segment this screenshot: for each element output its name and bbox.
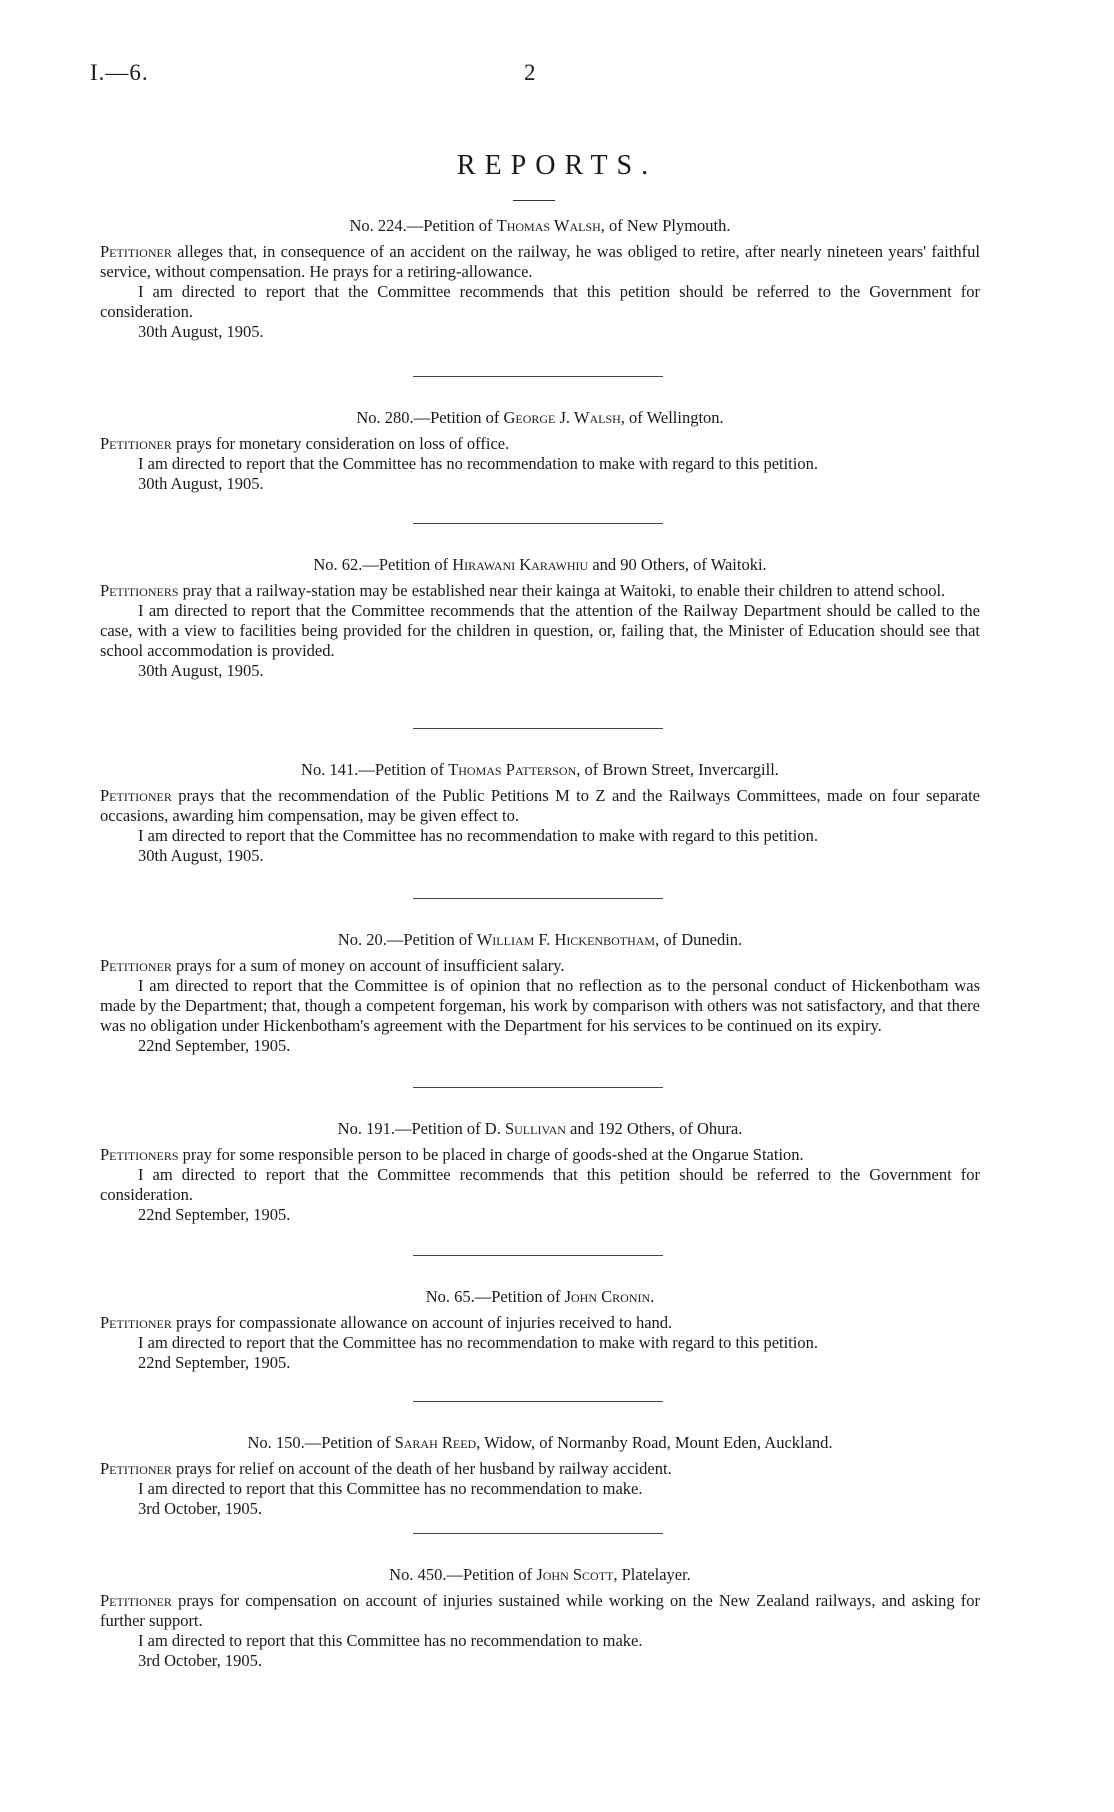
- petition-number: No. 20.: [337, 930, 387, 949]
- petition-prayer: prays that the recommendation of the Public Petitions M to Z and the Railways Committees, made on four separate occasions, awarding him compensation, may be given effect to.: [100, 786, 980, 825]
- petition-prayer: alleges that, in consequence of an accident on the railway, he was obliged to retire, after nearly nineteen years' faithful service, without compensation. He prays for a retiring-allowance.: [100, 242, 980, 281]
- petitioner-name: Thomas Walsh: [496, 216, 601, 235]
- petition-prayer: prays for a sum of money on account of insufficient salary.: [171, 956, 565, 975]
- report-date: 3rd October, 1905.: [138, 1499, 262, 1518]
- title-rule: [513, 200, 555, 201]
- petition-entry: [100, 1287, 980, 1373]
- petition-entry: [100, 930, 980, 1056]
- petition-heading: No. 224.—Petition of Thomas Walsh, of New Plymouth.: [349, 216, 731, 235]
- petition-subject: Petitioners: [100, 1145, 179, 1164]
- petition-locality: , Platelayer.: [613, 1565, 691, 1584]
- petition-locality: , of Dunedin.: [655, 930, 743, 949]
- petition-locality: , of New Plymouth.: [600, 216, 731, 235]
- petition-heading: No. 20.—Petition of William F. Hickenbotham, of Dunedin.: [337, 930, 743, 949]
- section-rule: [413, 1255, 663, 1256]
- petition-prayer: prays for compassionate allowance on account of injuries received to hand.: [171, 1313, 673, 1332]
- report-date: 22nd September, 1905.: [138, 1205, 291, 1224]
- petition-entry: [100, 1119, 980, 1225]
- petitioner-name: D. Sullivan: [484, 1119, 566, 1138]
- petition-subject: Petitioner: [100, 242, 172, 261]
- petition-subject: Petitioners: [100, 581, 179, 600]
- petition-locality: , Widow, of Normanby Road, Mount Eden, Auckland.: [476, 1433, 833, 1452]
- petition-heading: No. 280.—Petition of George J. Walsh, of Wellington.: [356, 408, 724, 427]
- petition-entry: [100, 1433, 980, 1519]
- section-rule: [413, 1533, 663, 1534]
- petition-number: No. 150.: [247, 1433, 305, 1452]
- report-date: 22nd September, 1905.: [138, 1353, 291, 1372]
- petitioner-name: Hirawani Karawhiu: [452, 555, 589, 574]
- document-reference: I.—6.: [90, 60, 149, 85]
- section-rule: [413, 728, 663, 729]
- petition-subject: Petitioner: [100, 956, 172, 975]
- petition-subject: Petitioner: [100, 434, 172, 453]
- petition-entry: [100, 408, 980, 494]
- committee-report: I am directed to report that this Committee has no recommendation to make.: [138, 1479, 643, 1498]
- petition-entry: [100, 216, 980, 342]
- petition-entry: [100, 760, 980, 866]
- petition-heading: No. 150.—Petition of Sarah Reed, Widow, of Normanby Road, Mount Eden, Auckland.: [247, 1433, 833, 1452]
- petition-subject: Petitioner: [100, 1591, 172, 1610]
- petition-prayer: prays for monetary consideration on loss of office.: [171, 434, 510, 453]
- petition-number: No. 450.: [389, 1565, 447, 1584]
- petition-prayer: prays for relief on account of the death of her husband by railway accident.: [171, 1459, 672, 1478]
- petition-heading: No. 65.—Petition of John Cronin.: [425, 1287, 655, 1306]
- section-rule: [413, 523, 663, 524]
- committee-report: I am directed to report that the Committee recommends that the attention of the Railway Department should be called to the case, with a view to facilities being provided for the children in question, or, failing that, the Minister of Education should see that school accommodation is provided.: [100, 601, 980, 660]
- committee-report: I am directed to report that the Committee has no recommendation to make with regard to this petition.: [138, 454, 818, 473]
- petition-heading: No. 62.—Petition of Hirawani Karawhiu and 90 Others, of Waitoki.: [313, 555, 767, 574]
- committee-report: I am directed to report that the Committee is of opinion that no reflection as to the personal conduct of Hickenbotham was made by the Department; that, though a competent forgeman, his work by comparison with others was not satisfactory, and that there was no obligation under Hickenbotham's agreement with the Department for his services to be continued on its expiry.: [100, 976, 980, 1035]
- petition-heading: No. 450.—Petition of John Scott, Platelayer.: [389, 1565, 691, 1584]
- petition-locality: , of Wellington.: [620, 408, 724, 427]
- petition-prayer: pray for some responsible person to be placed in charge of goods-shed at the Ongarue Station.: [178, 1145, 804, 1164]
- petition-prayer: pray that a railway-station may be established near their kainga at Waitoki, to enable their children to attend school.: [178, 581, 946, 600]
- petition-number: No. 191.: [337, 1119, 395, 1138]
- petition-number: No. 280.: [356, 408, 414, 427]
- petition-entry: [100, 555, 980, 681]
- petition-number: No. 224.: [349, 216, 407, 235]
- petition-locality: and 90 Others, of Waitoki.: [588, 555, 767, 574]
- petition-locality: .: [650, 1287, 655, 1306]
- section-rule: [413, 1401, 663, 1402]
- page-title: REPORTS.: [456, 150, 658, 181]
- report-date: 30th August, 1905.: [138, 661, 264, 680]
- report-date: 30th August, 1905.: [138, 474, 264, 493]
- petitioner-name: John Cronin: [564, 1287, 651, 1306]
- petitioner-name: Thomas Patterson: [448, 760, 577, 779]
- petitioner-name: Sarah Reed: [394, 1433, 477, 1452]
- petition-locality: , of Brown Street, Invercargill.: [576, 760, 779, 779]
- report-date: 22nd September, 1905.: [138, 1036, 291, 1055]
- section-rule: [413, 1087, 663, 1088]
- petition-number: No. 65.: [425, 1287, 475, 1306]
- petition-subject: Petitioner: [100, 1459, 172, 1478]
- petition-number: No. 62.: [313, 555, 363, 574]
- petition-heading: No. 191.—Petition of D. Sullivan and 192 Others, of Ohura.: [337, 1119, 743, 1138]
- petition-locality: and 192 Others, of Ohura.: [565, 1119, 743, 1138]
- committee-report: I am directed to report that the Committee has no recommendation to make with regard to this petition.: [138, 826, 818, 845]
- committee-report: I am directed to report that this Committee has no recommendation to make.: [138, 1631, 643, 1650]
- petitioner-name: George J. Walsh: [503, 408, 621, 427]
- committee-report: I am directed to report that the Committee recommends that this petition should be referred to the Government for consideration.: [100, 282, 980, 321]
- petition-subject: Petitioner: [100, 1313, 172, 1332]
- petition-subject: Petitioner: [100, 786, 172, 805]
- committee-report: I am directed to report that the Committee recommends that this petition should be referred to the Government for consideration.: [100, 1165, 980, 1204]
- page-number: 2: [524, 60, 537, 85]
- petition-heading: No. 141.—Petition of Thomas Patterson, of Brown Street, Invercargill.: [301, 760, 779, 779]
- report-date: 30th August, 1905.: [138, 322, 264, 341]
- petition-number: No. 141.: [301, 760, 359, 779]
- petitioner-name: William F. Hickenbotham: [476, 930, 656, 949]
- committee-report: I am directed to report that the Committee has no recommendation to make with regard to this petition.: [138, 1333, 818, 1352]
- petition-entry: [100, 1565, 980, 1671]
- report-date: 30th August, 1905.: [138, 846, 264, 865]
- petitioner-name: John Scott: [536, 1565, 614, 1584]
- section-rule: [413, 376, 663, 377]
- section-rule: [413, 898, 663, 899]
- report-date: 3rd October, 1905.: [138, 1651, 262, 1670]
- petition-prayer: prays for compensation on account of injuries sustained while working on the New Zealand railways, and asking for further support.: [100, 1591, 980, 1630]
